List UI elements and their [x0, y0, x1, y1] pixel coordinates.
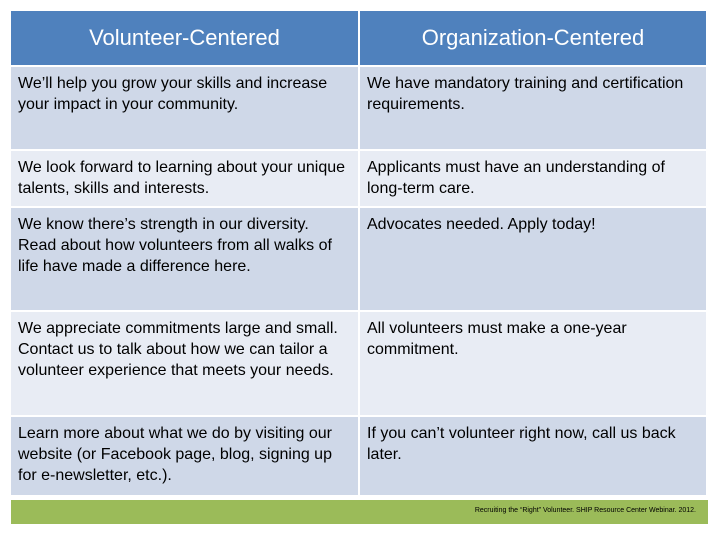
row-2-organization: Applicants must have an understanding of long-term care.	[360, 151, 708, 208]
footer-citation: Recruiting the “Right” Volunteer. SHIP Resource Center Webinar. 2012.	[474, 507, 696, 514]
row-1-organization: We have mandatory training and certification requirements.	[360, 67, 708, 151]
row-3-organization: Advocates needed. Apply today!	[360, 208, 708, 312]
footer-bar	[11, 500, 708, 524]
row-4-volunteer: We appreciate commitments large and small. Contact us to talk about how we can tailor a volunteer experience that meets your needs.	[11, 312, 360, 417]
header-organization-centered: Organization-Centered	[360, 11, 708, 67]
row-5-volunteer: Learn more about what we do by visiting our website (or Facebook page, blog, signing up for e-newsletter, etc.).	[11, 417, 360, 497]
comparison-table	[11, 11, 708, 497]
row-3-volunteer: We know there’s strength in our diversity. Read about how volunteers from all walks of life have made a difference here.	[11, 208, 360, 312]
row-1-volunteer: We’ll help you grow your skills and increase your impact in your community.	[11, 67, 360, 151]
row-5-organization: If you can’t volunteer right now, call us back later.	[360, 417, 708, 497]
row-4-organization: All volunteers must make a one-year commitment.	[360, 312, 708, 417]
header-volunteer-centered: Volunteer-Centered	[11, 11, 360, 67]
row-2-volunteer: We look forward to learning about your unique talents, skills and interests.	[11, 151, 360, 208]
